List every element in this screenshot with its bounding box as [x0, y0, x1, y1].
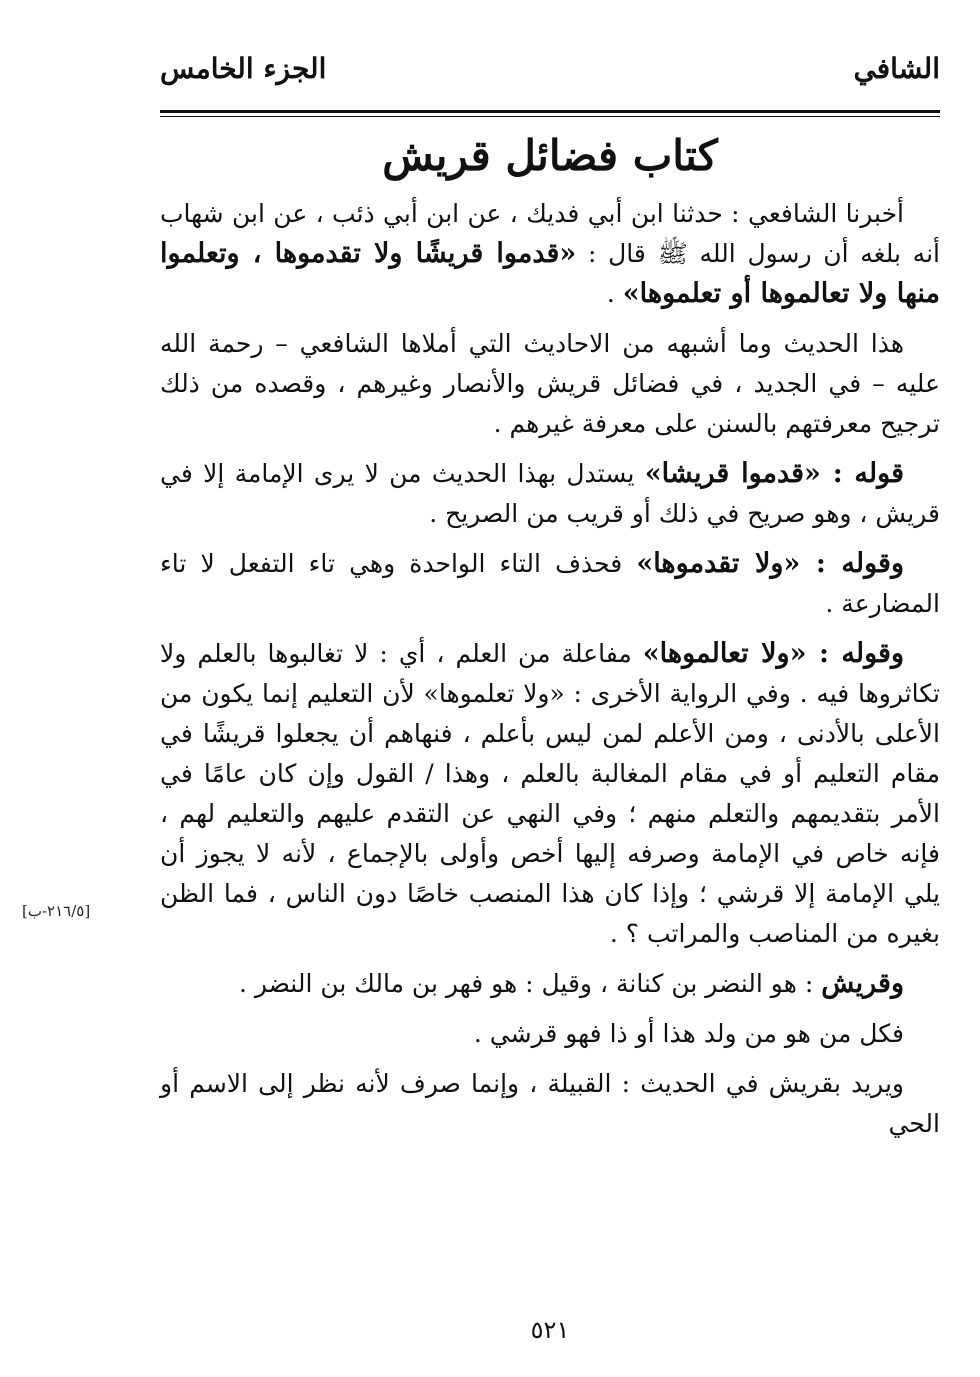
term-label: وقريش	[821, 968, 904, 999]
hadith-text: «قدموا قريشًا ولا تقدموها ، وتعلموا منها ولا تعالموها أو تعلموها»	[160, 238, 940, 309]
quoted-phrase: «ولا تعالموها»	[642, 638, 807, 669]
explanation-text: يستدل بهذا الحديث من لا يرى الإمامة إلا في قريش ، وهو صريح في ذلك أو قريب من الصريح .	[160, 459, 940, 528]
paragraph-qawluhu-2	[160, 544, 940, 624]
body-text	[160, 194, 940, 1154]
explanation-text: مفاعلة من العلم ، أي : لا تغالبوها بالعلم ولا تكاثروها فيه . وفي الرواية الأخرى : «ولا تعلموها» لأن التعليم إنما يكون من الأعلى بالأدنى ، ومن الأعلم لمن ليس بأعلم ، فنهاهم أن يجعلوا قريشًا في مقام التعليم أو في مقام المغالبة بالعلم ، وهذا / القول وإن كان عامًا في الأمر بتقديمهم والتعلم منهم ؛ وفي النهي عن التقدم عليهم والتعليم لهم ، فإنه خاص في الإمامة وصرفه إليها أخص وأولى بالإجماع ، لأنه لا يجوز أن يلي الإمامة إلا قرشي ؛ وإذا كان هذا المنصب خاصًا دون الناس ، فما الظن بغيره من المناصب والمراتب ؟ .	[160, 639, 940, 948]
paragraph-continuation: ويريد بقريش في الحديث : القبيلة ، وإنما صرف لأنه نظر إلى الاسم أو الحي	[160, 1069, 940, 1138]
margin-manuscript-reference: [٢١٦/٥-ب]	[22, 902, 91, 920]
paragraph-commentary: هذا الحديث وما أشبهه من الاحاديث التي أملاها الشافعي – رحمة الله عليه – في الجديد ، في فضائل قريش والأنصار وغيرهم ، وقصده من ذلك ترجيح معرفتهم بالسنن على معرفة غيرهم .	[160, 329, 940, 438]
header-rule-thick	[160, 110, 940, 113]
qawluhu-label: وقوله :	[800, 548, 904, 579]
running-header	[160, 52, 940, 92]
paragraph-qawluhu-3	[160, 634, 940, 954]
chapter-title: كتاب فضائل قريش	[382, 131, 718, 180]
paragraph-quraysh-definition	[160, 964, 940, 1004]
qawluhu-label: قوله :	[820, 458, 904, 489]
paragraph-qawluhu-1	[160, 454, 940, 534]
isnad-text: أخبرنا الشافعي : حدثنا ابن أبي فديك ، عن ابن أبي ذئب ، عن ابن شهاب أنه بلغه أن رسول الله ﷺ قال :	[160, 199, 940, 268]
definition-text: : هو النضر بن كنانة ، وقيل : هو فهر بن مالك بن النضر .	[238, 969, 822, 998]
header-rule-thin	[160, 116, 940, 117]
quoted-phrase: «ولا تقدموها»	[636, 548, 801, 579]
qawluhu-label: وقوله :	[806, 638, 904, 669]
header-volume: الجزء الخامس	[160, 52, 327, 85]
quoted-phrase: «قدموا قريشا»	[644, 458, 821, 489]
explanation-text: فحذف التاء الواحدة وهي تاء التفعل لا تاء المضارعة .	[160, 549, 940, 618]
header-book-title: الشافي	[853, 52, 940, 85]
paragraph-end: .	[606, 279, 623, 308]
paragraph-isnad	[160, 194, 940, 314]
page-number: ٥٢١	[530, 1316, 570, 1344]
paragraph-conclusion: فكل من هو من ولد هذا أو ذا فهو قرشي .	[473, 1019, 904, 1048]
